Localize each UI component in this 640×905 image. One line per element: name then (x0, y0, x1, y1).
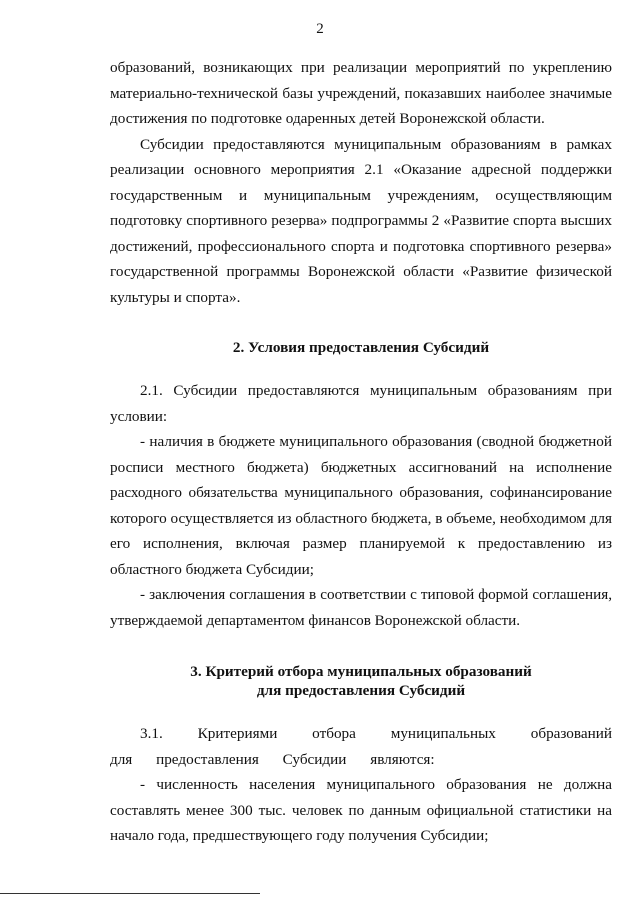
paragraph-5: - заключения соглашения в соответствии с типовой формой соглашения, утверждаемой департаментом финансов Воронежской области. (110, 586, 612, 629)
section-2-heading: 2. Условия предоставления Субсидий (232, 339, 490, 356)
footer-divider (0, 893, 260, 894)
paragraph-3: 2.1. Субсидии предоставляются муниципальным образованиям при условии: (110, 382, 612, 425)
document-body (110, 55, 612, 849)
paragraph-4: - наличия в бюджете муниципального образования (сводной бюджетной росписи местного бюджета) бюджетных ассигнований на исполнение расходного обязательства муниципального образования, софинансирование которого осуществляется из областного бюджета, в объеме, необходимом для его исполнения, включая размер планируемой к предоставлению из областного бюджета Субсидии; (110, 433, 612, 578)
section-3-heading-line-1: 3. Критерий отбора муниципальных образований (190, 663, 532, 680)
section-3-heading-line-2: для предоставления Субсидий (256, 682, 466, 699)
paragraph-7: - численность населения муниципального образования не должна составлять менее 300 тыс. человек по данным официальной статистики на начало года, предшествующего году получения Субсидии; (110, 776, 612, 844)
paragraph-1: образований, возникающих при реализации мероприятий по укреплению материально-технической базы учреждений, показавших наиболее значимые достижения по подготовке одаренных детей Воронежской области. (110, 59, 612, 127)
section-3-heading (110, 662, 612, 700)
page-number: 2 (316, 21, 324, 37)
paragraph-2: Субсидии предоставляются муниципальным образованиям в рамках реализации основного мероприятия 2.1 «Оказание адресной поддержки государственным и муниципальным учреждениям, осуществляющим подготовку спортивного резерва» подпрограммы 2 «Развитие спорта высших достижений, профессионального спорта и подготовка спортивного резерва» государственной программы Воронежской области «Развитие физической культуры и спорта». (110, 135, 612, 306)
paragraph-6: 3.1. Критериями отбора муниципальных образований для предоставления Субсидии являются: (110, 725, 612, 768)
